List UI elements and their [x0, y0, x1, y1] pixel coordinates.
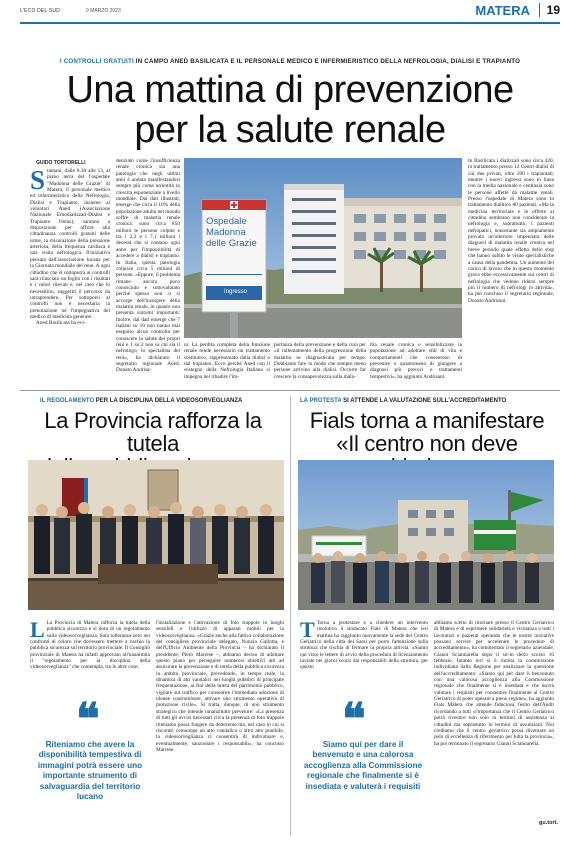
main-column-1 [30, 165, 110, 380]
main-kicker-text: IN CAMPO ANED BASILICATA E IL PERSONALE MEDICO E INFERMIERISTICO DELLA NEFROLOGIA, DIALISI E TRAPIANTO [135, 58, 521, 65]
right-pull-quote: Siamo qui per dare il benvenuto e una calorosa accoglienza alla Commissione regionale che finalmente si è insediata e valuterà i requisiti [303, 740, 423, 791]
hospital-sign-line2: Madonna [206, 227, 246, 238]
section-name: MATERA [475, 3, 530, 18]
main-story-bottom-rule [20, 390, 560, 391]
header-separator [539, 3, 540, 17]
left-pull-quote: Riteniamo che avere la disponibilità tempestiva di immagini potrà essere uno importante strumento di salvaguardia del territorio lucano [37, 740, 143, 802]
hospital-sign-line3: delle Grazie [206, 238, 257, 249]
main-column-1-text: tamani, dalle 8.30 alle 13, al piano terra del l'ospedale "Madonna delle Grazie" di Matera, il personale medico ed infermieristico della Nefrologia, Dialisi e Trapianto, insieme ai volontari Aned (Associazione Nazionale Emodializzati-Dialisi e Trapianto Onlus), saranno a disposizione per offrire alla cittadinanza controlli gratuiti delle urine, la misurazione della pressione arteriosa, della frequenza cardiaca e una visita nefrologica. Il'iniziativa pensata dall'associazione lucana per la Giornata mondiale del rene. A ogni cittadino che si sottoporrà ai controlli sarà rilasciato un foglio con i risultati e i valori rilevati e, nel caso che lo necessitino, suggeriti il percorso da intraprendere. Per sottoporsi ai controlli non è necessaria la prenotazione né l'impegnativa del medico di medicina generale. [30, 168, 110, 320]
right-kicker-label: LA PROTESTA [300, 398, 342, 404]
dropcap: S [30, 165, 46, 195]
main-byline: GUIDO TORTORELLI [36, 160, 86, 166]
main-kicker [30, 58, 550, 65]
council-photo-image [28, 460, 284, 610]
right-column-1 [300, 617, 428, 686]
right-headline-line1: Fials torna a manifestare [309, 408, 545, 433]
main-column-3: portanza della prevenzione e della cura per «il rallentamento della progressione della malattia se diagnosticata per tempo. Dobbiamo fare in modo che sempre meno persone arrivino alla dialisi. Occorre far crescere la consapevolezza sulla mala- [274, 342, 366, 380]
council-photo [28, 460, 284, 610]
left-headline-line1: La Provincia rafforza la tutela [44, 408, 262, 456]
main-column-1-tail: Aned Basilicata ha evi- [36, 320, 86, 327]
left-kicker-text: PER LA DISCIPLINA DELLA VIDEOSORVEGLIANZA [95, 398, 243, 404]
protest-photo-image [298, 460, 554, 610]
right-headline-line2: «Il centro non deve [336, 431, 518, 456]
left-column-2: l'installazione e l'attivazione di foto trappole in luoghi sensibili e l'utilizzo di apparati mobili per la videosorveglianza. «Grazie anche alla fattiva collaborazione del consigliere provinciale delegato, Nunzio Gallotta, e dell'Ufficio Ambiente della Provincia – ha dichiarato il presidente, Piero Marrese –, abbiamo deciso di adottare questo piano per perseguire numerosi obiettivi atti ad assicurare la prevenzione e di tutela della pubblica sicurezza in ambito provinciale, prevedendo, in tempo reale, la dinamica di atti vandalici nei luoghi pubblici di principale frequentazione, ai fini della tutela del patrimonio pubblico, vigilare sul traffico per consentire l'immediata adozione di idonee contromisure, attivare uno strumento operativo di protezione civile». Si tratta, dunque, di uno strumento strategico che intende innanzitutto prevenire: «La presenza di tutti gli avvisi necessari circa la presenza di foto trappole riteniamo possa fungere da deterrente ma, nel caso in cui si riscontri comunque un atto vandalico o altro atto punibile, la videosorveglianza ci consentirà di individuare e, eventualmente, sanzionare i responsabili», ha concluso Marrese. [156, 620, 284, 753]
hospital-sign-line1: Ospedale [206, 216, 247, 227]
issue-date: 9 MARZO 2023 [86, 8, 121, 14]
left-dropcap: L [30, 617, 45, 642]
hospital-sign-text [206, 216, 262, 249]
right-column-2: abbiamo scelto di ritornare presso il Centro Geriatrico di Matera e di esprimere solidarietà e vicinanza a tutti i lavoratori e pazienti sperando che le nostre iniziative possano servire per accelerare le procedure di accreditamento», ha commentato il segretario aziendale, Gianni Sciannarella dopo il sit-in dello scorso 10 febbraio. Intanto ieri si è riunita la commissione individuata dalla Regione per analizzare la questione dell'accreditamento: «Siamo qui per dare il benvenuto con una calorosa accoglienza alla Commissione regionale che finalmente si è insediata e che dovrà valutare i requisiti per consentire finalmente al Centro Geriatrico di poter operare a pieno regime», ha aggiunto Fials Matera che attende fiduciosa l'esito dell'Audit ricordando a tutti «l'importanza che il Centro Geriatrico potrà rivestire non solo in termini di assistenza ai cittadini ma soprattutto in termini di assunzioni. Noi crediamo che il centro geriatrico possa diventare un polo di eccellenza di riferimento per tutta la provincia», ha poi terminato il segretario Gianni Sciannarella. [434, 620, 554, 747]
hospital-entrance-sign: Ingresso [224, 289, 248, 295]
lower-columns-divider [290, 396, 291, 836]
right-quote-mark: ❝ [342, 695, 366, 744]
right-column-1-text: Torna a protestare e a chiedere un intervento risolutivo il sindacato Fials di Matera che ieri mattina ha raggiunto nuovamente la sede del Centro Geriatrico della città dei Sassi per porre l'attenzione sulla struttura che rischia di fermare la propria attività. «Siamo qui visto le lettere di avvio della procedura di licenziamento inviate nei giorni scorsi dai responsabili della struttura, per questo [300, 620, 428, 671]
main-column-5: In Basilicata i dializzati sono circa 420, in trattamento presso 12 Centri dialisi di cui due privati, oltre 200 i trapiantati, mentre i nuovi ingressi sono in linea con la media nazionale e centinaia sono le persone affette da malattie renali. Presso l'ospedale di Matera sono in trattamento dialitico 80 pazienti. «Ma la medicina territoriale e le offerte al cittadino sembrano non considerare la nefrologia e, soprattutto, i pazienti nefropatici, nonostante sia ampiamente provata un'ulteriore impennata delle diagnosi di malattia renale cronica nel breve periodo quale effetto dello stop che hanno subito le visite specialistiche a causa della pandemia. Un aumento del carico di lavoro che in questo momento grava ebbe eccessivamente sui centri di nefrologia che vedono ridursi sempre più il numero di nefrologi in attività», ha poi concluso il segretario regionale, Donato Andrisani. [468, 158, 554, 304]
left-kicker-label: IL REGOLAMENTO [40, 398, 95, 404]
page-number: 19 [546, 3, 560, 17]
main-column-2: denziato come l'insufficienza renale cronica sia una patologia che negli ultimi anni è andata manifestandosi sempre più come un'entità in crescita esponenziale a livello mondiale. Dai dati illustrati, emerge che circa il 10% della popolazione adulta nel mondo soffre di malattia renale cronica: sono circa 850 milioni le persone colpite e tra i 2,3 e i 7,1 milioni i decessi che si contano ogni anno per l'impossibilità di accedere a dialisi e trapianto. In Italia, questa patologia colpisce circa 5 milioni di persone. «Eppure, il problema rimane ancora poco conosciuto e sottovalutato perché spesso non ci si accorge dell'insorgere della malattia renale, in quanto non presenta sintomi importanti. Inoltre, dai dati emerge che 7 italiani su 10 non hanno mai eseguito alcun controllo per conoscere la salute dei propri reni e 1 su 2 non sa chi sia il nefrologo, lo specialista dei reni», ha dichiarato il segretario regionale Aned, Donato Andrisa- [116, 158, 180, 374]
main-headline-line2: per la salute renale [134, 109, 446, 151]
right-dropcap: T [300, 617, 315, 642]
protest-photo [298, 460, 554, 610]
main-column-2-continued: ni. La perdita completa della funzione renale rende necessario un trattamento sostitutivo, rappresentato dalla dialisi o dal trapianto. Ecco perché Aned con il sostegno della Nefrologia Italiana si impegna nel ribadire l'im- [184, 342, 270, 380]
left-kicker [40, 398, 242, 404]
main-headline-line1: Una mattina di prevenzione [66, 69, 514, 111]
hospital-photo [184, 158, 462, 338]
header-rule [20, 22, 560, 24]
right-story-signature: gu.tort. [539, 820, 558, 826]
left-column-1-text: La Provincia di Matera rafforza la tutela della pubblica sicurezza e si dota di un regolamento sulla videosorveglianza. Sarà tolleranza zero nei confronti di coloro che dovessero mettere a rischio la pubblica sicurezza sul territorio provinciale. Il Consiglio provinciale di Matera ha infatti approvato all'unanimità il "regolamento per la disciplina della videosorveglianza" che contempla, tra le altre cose, [30, 620, 150, 671]
left-column-1 [30, 617, 150, 690]
left-quote-mark: ❝ [76, 695, 100, 744]
newspaper-name: L'ECO DEL SUD [20, 8, 61, 14]
right-kicker [300, 398, 506, 404]
main-kicker-label: I CONTROLLI GRATUITI [59, 58, 134, 65]
main-column-4: ttia renale cronica e sensibilizzare la popolazione ad adottare stili di vita e comportamenti che consentono di prevenire o quantomeno di giungere a diagnosi più precoci e trattamenti tempestivi», ha aggiunto Andrisani. [370, 342, 462, 380]
right-kicker-text: SI ATTENDE LA VALUTAZIONE SULL'ACCREDITAMENTO [343, 398, 507, 404]
main-headline [20, 70, 560, 150]
